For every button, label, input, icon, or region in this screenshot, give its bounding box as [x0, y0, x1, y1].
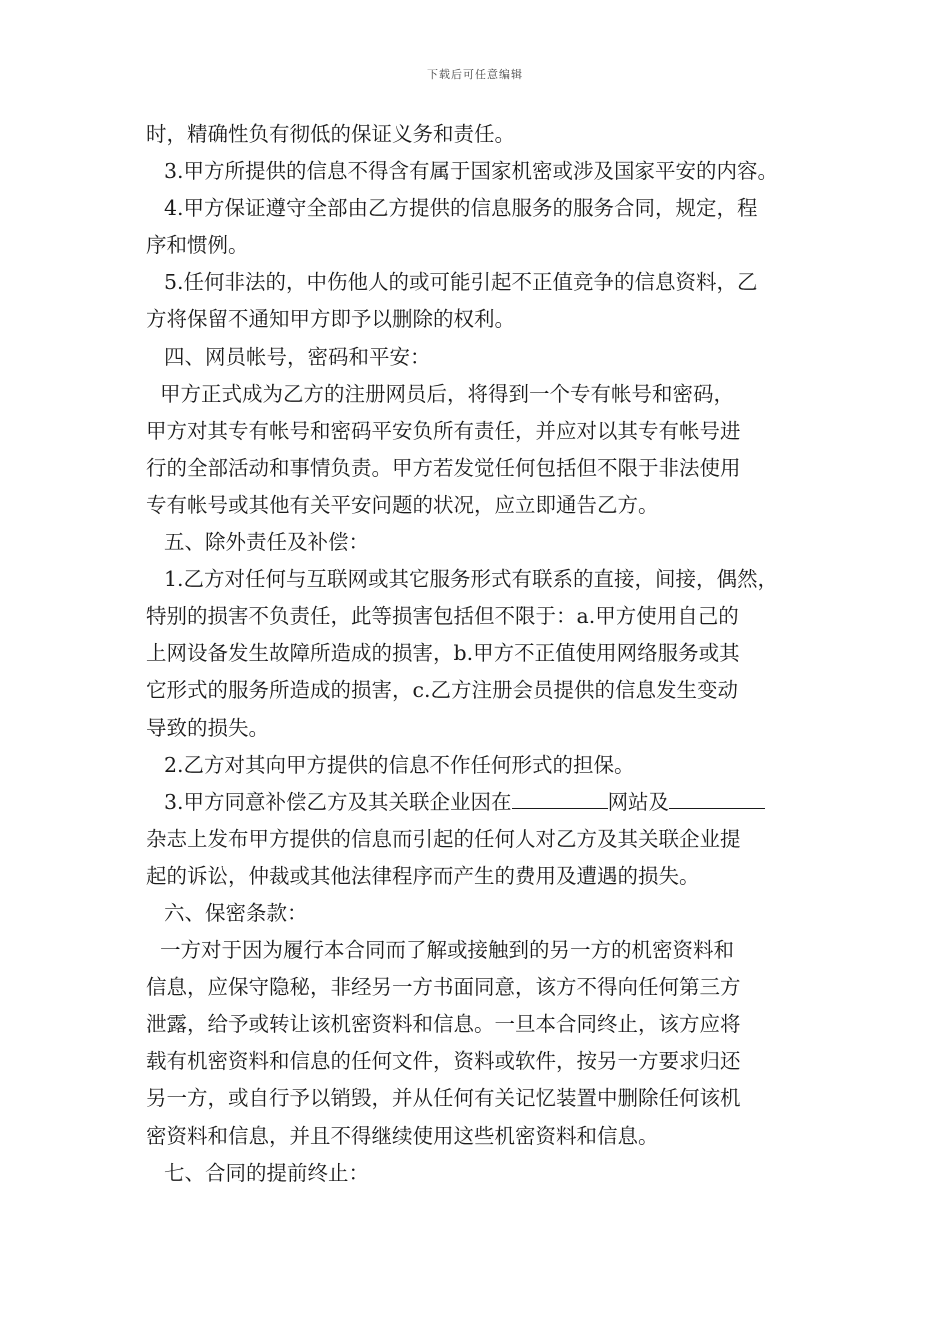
- text-line: 上网设备发生故障所造成的损害，b.甲方不正值使用网络服务或其: [146, 641, 740, 666]
- text-line: 载有机密资料和信息的任何文件，资料或软件，按另一方要求归还: [146, 1049, 741, 1074]
- clause-2: 2.乙方对其向甲方提供的信息不作任何形式的担保。: [164, 752, 635, 777]
- fill-in-blank[interactable]: [669, 790, 765, 809]
- text-line: 甲方对其专有帐号和密码平安负所有责任，并应对以其专有帐号进: [146, 418, 741, 443]
- text-line: 泄露，给予或转让该机密资料和信息。一旦本合同终止，该方应将: [146, 1012, 741, 1037]
- clause-3-with-blanks: [146, 784, 826, 821]
- text-line: 甲方正式成为乙方的注册网员后，将得到一个专有帐号和密码，: [160, 381, 734, 406]
- section-heading-5: 五、除外责任及补偿：: [164, 530, 369, 555]
- text-line: 杂志上发布甲方提供的信息而引起的任何人对乙方及其关联企业提: [146, 826, 741, 851]
- text-line: 起的诉讼，仲裁或其他法律程序而产生的费用及遭遇的损失。: [146, 863, 700, 888]
- text-line: 行的全部活动和事情负责。甲方若发觉任何包括但不限于非法使用: [146, 455, 741, 480]
- document-body: [146, 116, 826, 1192]
- clause-1: 1.乙方对任何与互联网或其它服务形式有联系的直接，间接，偶然，: [164, 567, 779, 592]
- clause-5: 5.任何非法的，中伤他人的或可能引起不正值竞争的信息资料，乙: [164, 270, 758, 295]
- section-heading-7: 七、合同的提前终止：: [164, 1160, 369, 1185]
- text-line: 序和惯例。: [146, 233, 249, 258]
- text-segment: 3.甲方同意补偿乙方及其关联企业因在: [164, 789, 512, 814]
- text-line: 一方对于因为履行本合同而了解或接触到的另一方的机密资料和: [160, 938, 734, 963]
- text-line: 特别的损害不负责任，此等损害包括但不限于：a.甲方使用自己的: [146, 604, 739, 629]
- text-line: 它形式的服务所造成的损害，c.乙方注册会员提供的信息发生变动: [146, 678, 738, 703]
- page-header-note: 下载后可任意编辑: [427, 68, 523, 81]
- fill-in-blank[interactable]: [512, 790, 608, 809]
- section-heading-6: 六、保密条款：: [164, 900, 308, 925]
- section-heading-4: 四、网员帐号，密码和平安：: [164, 344, 431, 369]
- text-line: 信息，应保守隐秘，非经另一方书面同意，该方不得向任何第三方: [146, 975, 741, 1000]
- text-line: 另一方，或自行予以销毁，并从任何有关记忆装置中删除任何该机: [146, 1086, 741, 1111]
- text-line: 方将保留不通知甲方即予以删除的权利。: [146, 307, 515, 332]
- text-line: 密资料和信息，并且不得继续使用这些机密资料和信息。: [146, 1123, 659, 1148]
- text-line: 专有帐号或其他有关平安问题的状况，应立即通告乙方。: [146, 492, 659, 517]
- clause-4: 4.甲方保证遵守全部由乙方提供的信息服务的服务合同，规定，程: [164, 196, 758, 221]
- text-segment: 网站及: [607, 789, 670, 814]
- text-line: 时，精确性负有彻低的保证义务和责任。: [146, 122, 515, 146]
- clause-3: 3.甲方所提供的信息不得含有属于国家机密或涉及国家平安的内容。: [164, 159, 779, 184]
- text-line: 导致的损失。: [146, 715, 269, 740]
